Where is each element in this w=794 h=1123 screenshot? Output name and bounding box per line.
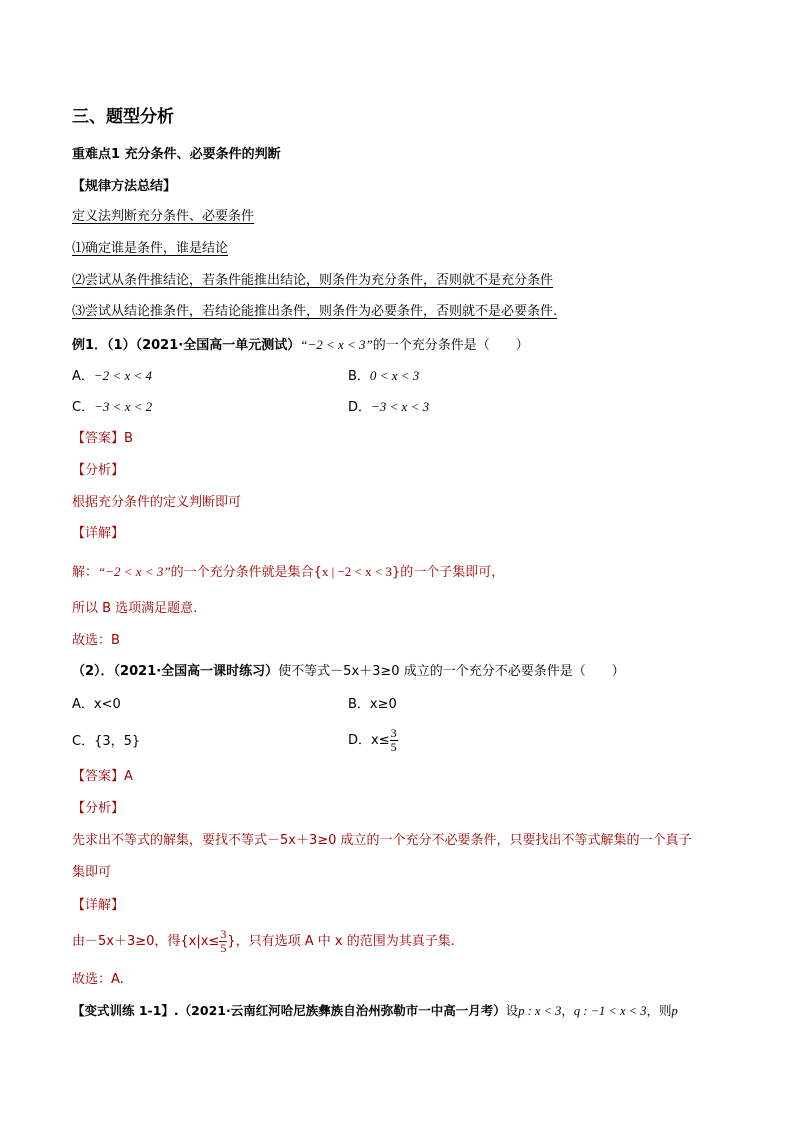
example2-choose: 故选：A.: [72, 972, 124, 987]
fraction-numerator: 3: [220, 927, 227, 941]
example2-option-d: [348, 724, 398, 758]
section-title: 三、题型分析: [72, 107, 174, 127]
example2-detail-label: 【详解】: [72, 898, 125, 913]
example1-answer: [72, 430, 133, 448]
example1-detail-label: 【详解】: [72, 526, 125, 541]
detail-prefix: 由－5x＋3≥0，得{x|x≤: [72, 934, 220, 949]
example2-answer: [72, 768, 133, 786]
detail-condition: “−2 < x < 3”: [98, 564, 171, 579]
option-key: D．: [348, 400, 372, 415]
fraction: [390, 727, 398, 754]
example1-option-c: [72, 398, 152, 417]
key-point-heading: [72, 146, 281, 164]
option-key: B．: [348, 369, 370, 384]
example1-question: [72, 336, 529, 355]
detail-suffix: }，只有选项 A 中 x 的范围为其真子集.: [227, 934, 455, 949]
variant-q: q : −1 < x < 3: [573, 1004, 647, 1018]
variant-separator: ，: [561, 1003, 574, 1018]
option-text: x≥0: [369, 697, 397, 712]
example1-detail-line2: 所以 B 选项满足题意.: [72, 601, 198, 616]
variant-question: [72, 1002, 678, 1020]
example1-analysis: 根据充分条件的定义判断即可: [72, 495, 242, 510]
fraction-denominator: 5: [220, 941, 227, 955]
method-line-1: ⑴确定谁是条件，谁是结论: [72, 241, 229, 256]
example1-condition: “−2 < x < 3”: [300, 337, 373, 352]
detail-set: x | −2 < x < 3: [321, 564, 392, 579]
example1-question-tail: 的一个充分条件是（ ）: [372, 338, 529, 353]
variant-tail: p: [671, 1004, 678, 1018]
option-text: x≤: [371, 733, 390, 748]
example1-option-d: [348, 398, 429, 417]
example2-option-c: [72, 733, 140, 751]
answer-value: A: [124, 769, 133, 784]
example2-analysis-line2: 集即可: [72, 865, 112, 880]
option-text: −3 < x < 3: [371, 399, 430, 414]
option-text: 0 < x < 3: [369, 368, 420, 383]
example2-analysis-line1: 先求出不等式的解集，要找不等式－5x＋3≥0 成立的一个充分不必要条件，只要找出不等式解集的一个真子: [72, 833, 692, 848]
method-line-2: ⑵尝试从条件推结论，若条件能推出结论，则条件为充分条件，否则就不是充分条件: [72, 273, 554, 288]
example1-detail: [72, 563, 504, 582]
option-key: D．: [348, 733, 372, 748]
method-line-0: 定义法判断充分条件、必要条件: [72, 209, 255, 224]
option-key: A．: [72, 697, 94, 712]
example1-choose: 故选：B: [72, 633, 120, 648]
example2-detail: [72, 925, 455, 959]
example2-option-b: [348, 696, 397, 714]
option-text: −3 < x < 2: [94, 399, 153, 414]
detail-prefix: 解：: [72, 565, 99, 580]
example2-label: （2）．（2021·全国高一课时练习）: [72, 664, 279, 679]
option-key: C．: [72, 400, 95, 415]
variant-text: 设: [505, 1003, 519, 1018]
example2-question: [72, 663, 625, 681]
key-point-title: 充分条件、必要条件的判断: [124, 147, 281, 162]
example1-analysis-label: 【分析】: [72, 463, 125, 478]
right-brace: }: [391, 565, 401, 580]
option-key: A．: [72, 369, 94, 384]
option-text: {3，5}: [94, 734, 141, 749]
example1-option-a: [72, 367, 152, 386]
variant-label: 【变式训练 1-1】.（2021·云南红河哈尼族彝族自治州弥勒市一中高一月考）: [72, 1003, 506, 1018]
detail-tail: 的一个子集即可，: [400, 565, 505, 580]
example1-label: 例1．（1）（2021·全国高一单元测试）: [72, 338, 301, 353]
fraction-denominator: 5: [390, 740, 397, 754]
example2-option-a: [72, 696, 121, 714]
option-text: x<0: [93, 697, 121, 712]
example1-option-b: [348, 367, 419, 386]
left-brace: {: [313, 565, 322, 580]
answer-value: B: [124, 431, 133, 446]
example2-analysis-label: 【分析】: [72, 801, 125, 816]
option-key: B．: [348, 697, 370, 712]
method-line-3: ⑶尝试从结论推条件，若结论能推出条件，则条件为必要条件，否则就不是必要条件.: [72, 304, 558, 319]
answer-label: 【答案】: [72, 769, 125, 784]
example2-question-text: 使不等式－5x＋3≥0 成立的一个充分不必要条件是（ ）: [278, 664, 625, 679]
key-point-label: 重难点1: [72, 147, 121, 162]
variant-then: ，则: [646, 1003, 672, 1018]
variant-p: p : x < 3: [518, 1004, 562, 1018]
method-heading: 【规律方法总结】: [72, 179, 177, 194]
detail-middle: 的一个充分条件就是集合: [170, 565, 314, 580]
answer-label: 【答案】: [72, 431, 125, 446]
option-key: C．: [72, 734, 95, 749]
fraction-numerator: 3: [390, 726, 397, 740]
option-text: −2 < x < 4: [93, 368, 152, 383]
